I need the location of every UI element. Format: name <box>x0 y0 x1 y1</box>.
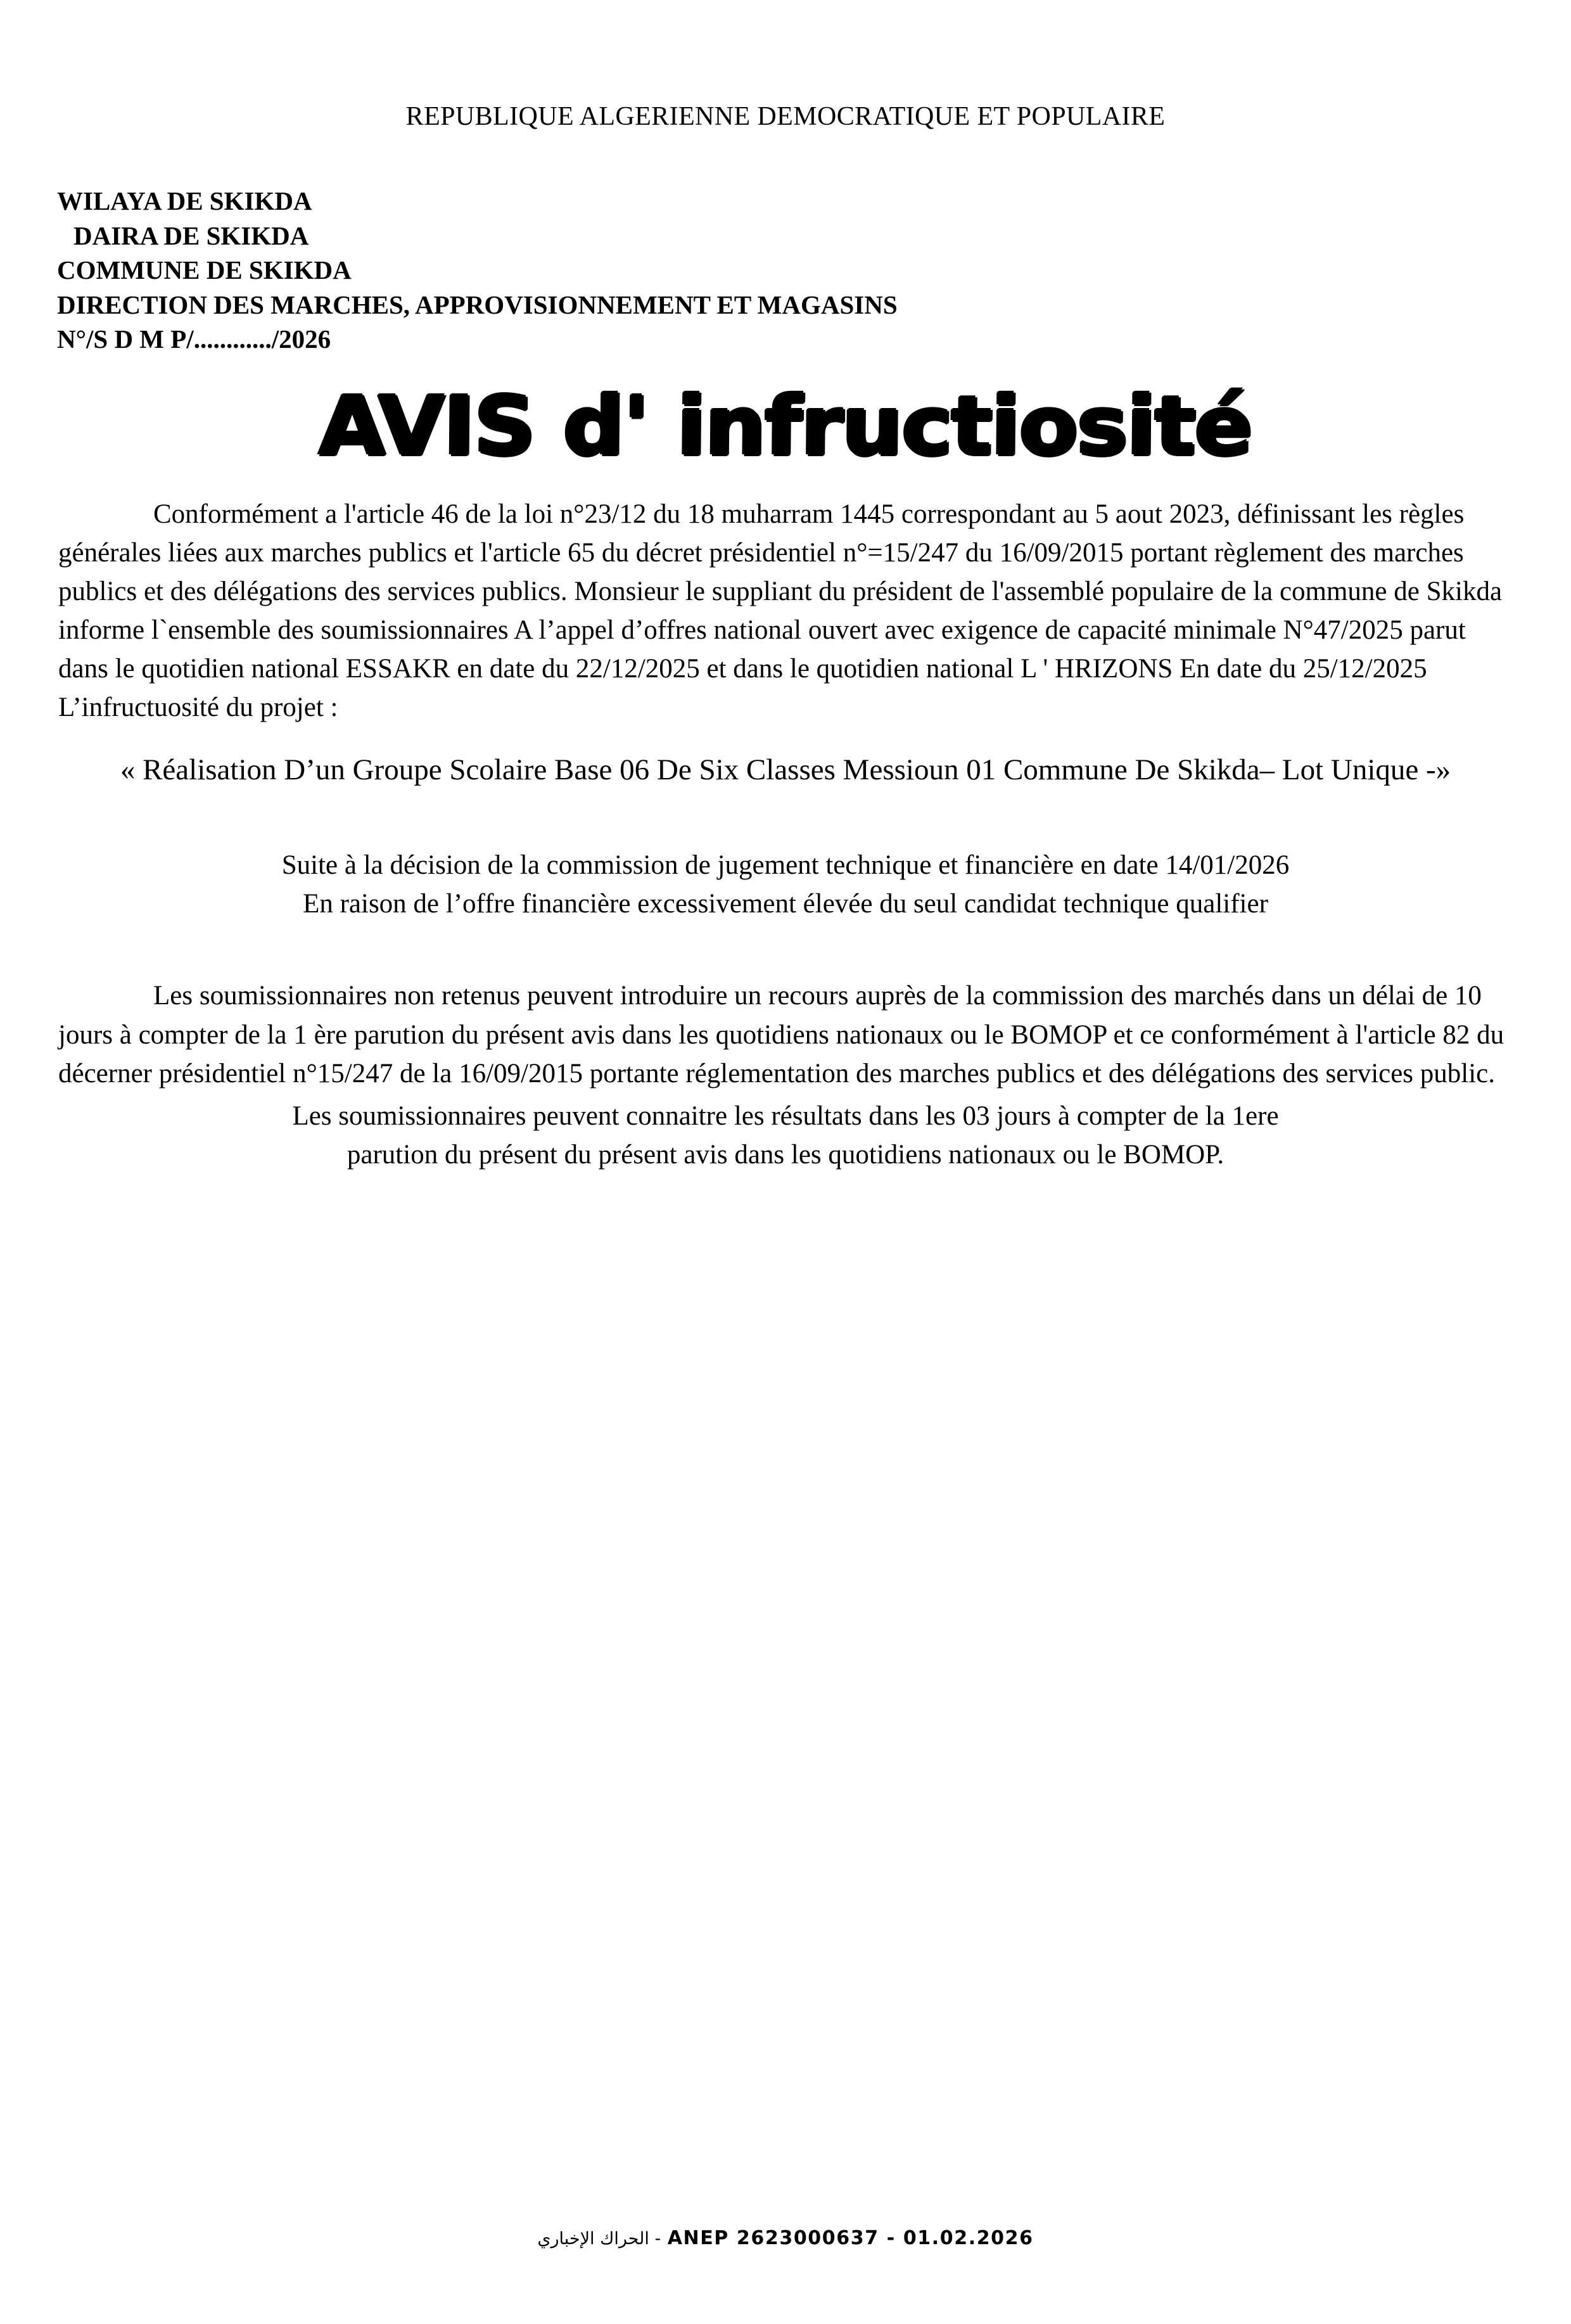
commune-line: COMMUNE DE SKIKDA <box>57 255 352 285</box>
administrative-header <box>57 184 1571 357</box>
body-text <box>58 495 1513 727</box>
wilaya-line: WILAYA DE SKIKDA <box>57 186 312 215</box>
direction-line: DIRECTION DES MARCHES, APPROVISIONNEMENT ET MAGASINS <box>57 290 898 319</box>
project-title: « Réalisation D’un Groupe Scolaire Base 06 De Six Classes Messioun 01 Commune De Skikda– Lot Unique -» <box>120 753 1451 787</box>
results-line-2: parution du présent du présent avis dans les quotidiens nationaux ou le BOMOP. <box>347 1139 1224 1170</box>
document-page <box>0 101 1571 2324</box>
page-title: AVIS d' infructiosité <box>319 379 1252 474</box>
recourse-paragraph-text: Les soumissionnaires non retenus peuvent introduire un recours auprès de la commission des marchés dans un délai de 10 jours à compter de la 1 ère parution du présent avis dans les quotidiens nationaux ou le BOMOP et ce conformément à l'article 82 du décerner présidentiel n°15/247 de la 16/09/2015 portante réglementation des marches publics et des délégations des services public. <box>58 981 1504 1089</box>
recourse-block <box>58 976 1513 1092</box>
intro-paragraph-text: Conformément a l'article 46 de la loi n°23/12 du 18 muharram 1445 correspondant au 5 aout 2023, définissant les règles générales liées aux marches publics et l'article 65 du décret présidentiel n°=15/247 du 16/09/2015 portant règlement des marches publics et des délégations des services publics. Monsieur le suppliant du président de l'assemblé populaire de la commune de Skikda informe l`ensemble des soumissionnaires A l’appel d’offres national ouvert avec exigence de capacité minimale N°47/2025 parut dans le quotidien national ESSAKR en date du 22/12/2025 et dans le quotidien national L ' HRIZONS En date du 25/12/2025 L’infructuosité du projet : <box>58 499 1503 723</box>
results-block <box>58 1097 1513 1174</box>
decision-line-1: Suite à la décision de la commission de jugement technique et financière en date 14/01/2026 <box>281 850 1290 881</box>
footer <box>0 2227 1571 2249</box>
results-line-1: Les soumissionnaires peuvent connaitre les résultats dans les 03 jours à compter de la 1ere <box>292 1101 1279 1131</box>
decision-line-2: En raison de l’offre financière excessivement élevée du seul candidat technique qualifier <box>303 889 1268 919</box>
footer-anep: ANEP 2623000637 - 01.02.2026 <box>667 2227 1034 2249</box>
decision-block <box>58 846 1513 923</box>
reference-line: N°/S D M P/............/2026 <box>57 324 331 354</box>
title-container <box>0 379 1571 474</box>
republic-header: REPUBLIQUE ALGERIENNE DEMOCRATIQUE ET POPULAIRE <box>405 102 1166 131</box>
intro-paragraph <box>58 495 1513 727</box>
daira-line: DAIRA DE SKIKDA <box>73 220 309 250</box>
footer-arabic: الحراك الإخباري - <box>537 2229 661 2249</box>
